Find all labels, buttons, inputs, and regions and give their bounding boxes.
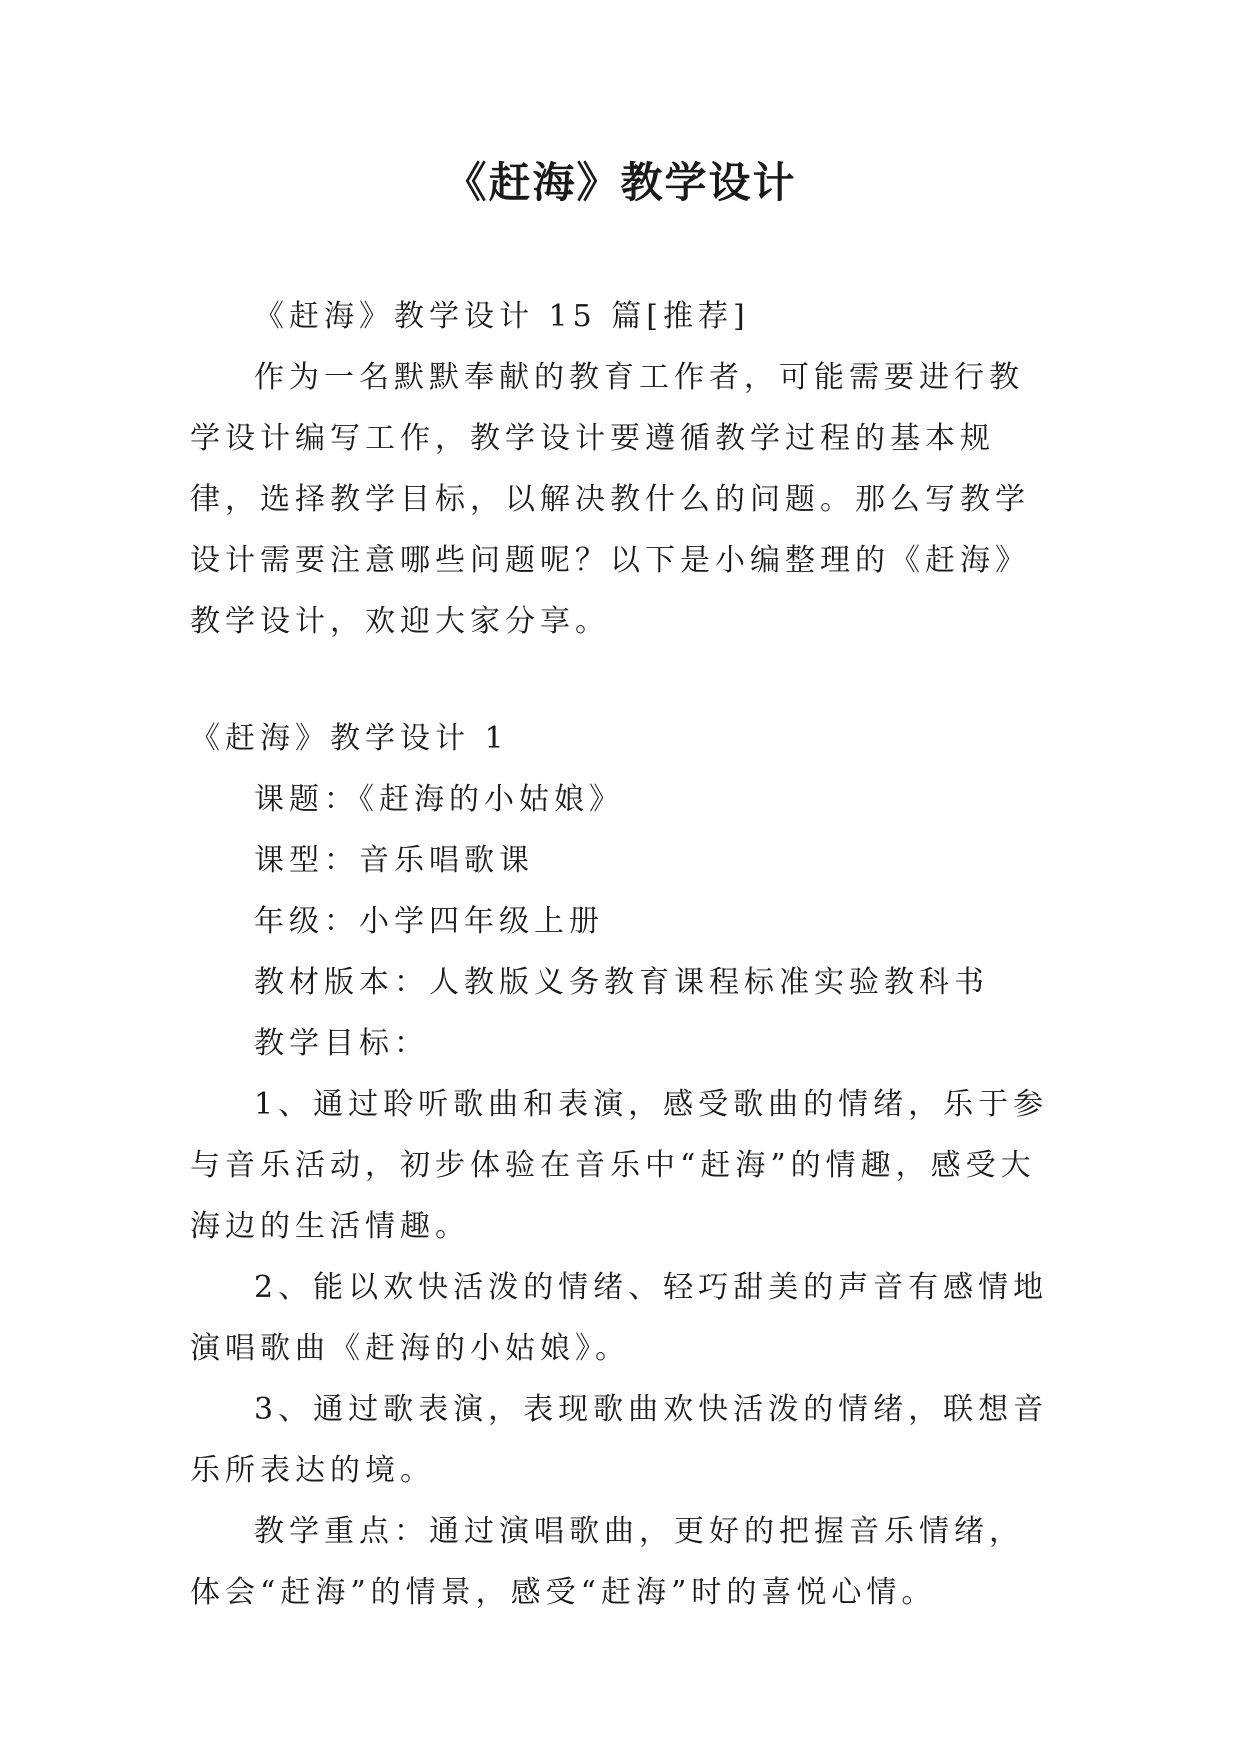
lesson-topic: 课题：《赶海的小姑娘》: [254, 782, 624, 817]
section-heading: 《赶海》教学设计 1: [190, 721, 509, 756]
document-title: 《赶海》教学设计: [444, 158, 797, 207]
subtitle-line: 《赶海》教学设计 15 篇[推荐]: [254, 299, 750, 334]
textbook-line: 教材版本：人教版义务教育课程标准实验教科书: [254, 965, 989, 1000]
section-spacer: [190, 652, 1055, 708]
document-body: [190, 286, 1055, 1623]
key-points: 教学重点：通过演唱歌曲，更好的把握音乐情绪，体会“赶海”的情景，感受“赶海”时的喜悦心情。: [190, 1514, 1024, 1610]
objective-3: 3、通过歌表演，表现歌曲欢快活泼的情绪，联想音乐所表达的境。: [190, 1392, 1049, 1488]
objective-2: 2、能以欢快活泼的情绪、轻巧甜美的声音有感情地演唱歌曲《赶海的小姑娘》。: [190, 1270, 1049, 1366]
objective-1: 1、通过聆听歌曲和表演，感受歌曲的情绪，乐于参与音乐活动，初步体验在音乐中“赶海”的情趣，感受大海边的生活情趣。: [190, 1087, 1049, 1244]
objectives-label: 教学目标：: [254, 1026, 429, 1061]
intro-paragraph: 作为一名默默奉献的教育工作者，可能需要进行教学设计编写工作，教学设计要遵循教学过程的基本规律，选择教学目标，以解决教什么的问题。那么写教学设计需要注意哪些问题呢？以下是小编整理的《赶海》教学设计，欢迎大家分享。: [190, 360, 1030, 639]
grade-line: 年级：小学四年级上册: [254, 904, 604, 939]
lesson-type: 课型：音乐唱歌课: [254, 843, 534, 878]
